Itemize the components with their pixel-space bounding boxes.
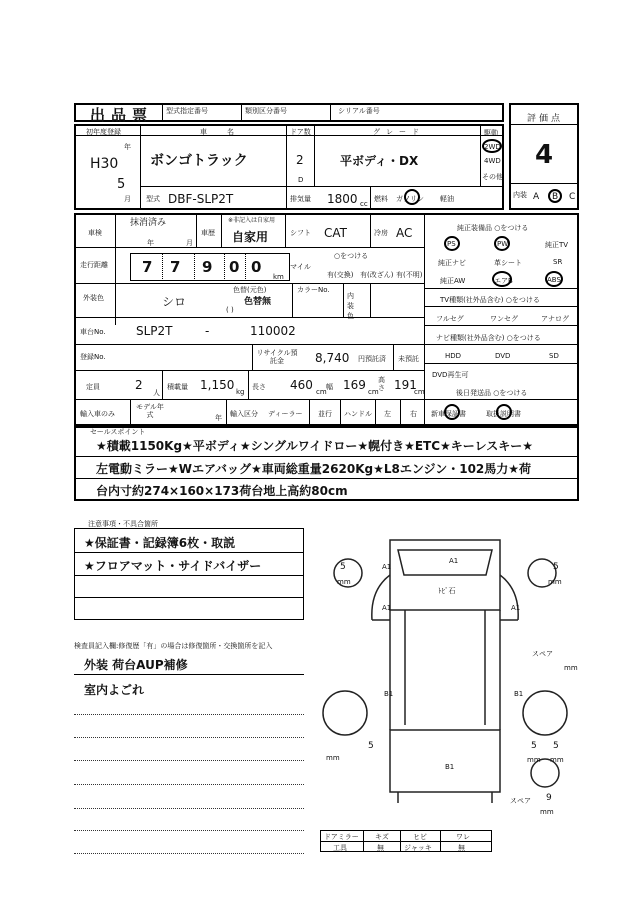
recycle-unit: 円預託済 bbox=[358, 355, 386, 363]
displacement-label: 排気量 bbox=[290, 195, 311, 203]
tire-front-right: 5 bbox=[553, 562, 559, 572]
doors-value: 2 bbox=[296, 153, 304, 167]
interior-option-a: A bbox=[533, 192, 540, 202]
original-color-label: 色替(元色) bbox=[233, 286, 267, 294]
meter-option-2: 有(改ざん) bbox=[360, 271, 394, 279]
tv-analog: アナログ bbox=[541, 315, 569, 323]
first-reg-label: 初年度登録 bbox=[86, 128, 121, 136]
tire-unit-5: mm bbox=[550, 756, 564, 764]
tire-unit-7: mm bbox=[540, 808, 554, 816]
bottom-h3: ヒビ bbox=[413, 833, 427, 841]
fuel-value: ガソリン bbox=[396, 195, 424, 203]
mileage-label: 走行距離 bbox=[80, 261, 108, 269]
notes-label: 注意事項・不具合箇所 bbox=[88, 520, 158, 528]
navi-dvd-play: DVD再生可 bbox=[432, 371, 469, 379]
tire-unit-4: mm bbox=[527, 756, 541, 764]
capacity-label: 定員 bbox=[86, 383, 100, 391]
capacity-value: 2 bbox=[135, 378, 143, 392]
color-no-label: カラーNo. bbox=[297, 286, 330, 294]
model-label: 型式 bbox=[146, 195, 160, 203]
later-warranty: 新車保証書 bbox=[431, 410, 466, 418]
handle-right: 右 bbox=[410, 410, 417, 418]
mileage-digit-2: 7 bbox=[170, 258, 181, 276]
bottom-r1: 工具 bbox=[333, 844, 347, 852]
shaken-value: 抹消済み bbox=[130, 218, 167, 228]
ac-value: AC bbox=[396, 226, 413, 240]
first-reg-year-label: 年 bbox=[124, 143, 131, 151]
chassis-dash: - bbox=[205, 324, 210, 338]
tire-rear-right-2: 5 bbox=[553, 741, 559, 751]
equipment-title: 純正装備品 ○をつける bbox=[457, 224, 529, 232]
shaken-year: 年 bbox=[147, 239, 154, 247]
mileage-digit-5: 0 bbox=[251, 258, 262, 276]
mark-a1-left: A1 bbox=[382, 604, 392, 612]
width-label: 幅 bbox=[326, 383, 333, 391]
interior-color-label: 内装色 bbox=[347, 292, 354, 320]
shaken-label: 車検 bbox=[88, 229, 102, 237]
displacement-value: 1800 bbox=[327, 192, 358, 206]
registration-label: 登録No. bbox=[80, 353, 106, 361]
recycle-unpaid: 未預託 bbox=[398, 355, 419, 363]
sales-line-3: 台内寸約274×160×173荷台地上高約80cm bbox=[96, 484, 348, 498]
fuel-circle bbox=[404, 189, 420, 205]
tire-unit-3: mm bbox=[326, 754, 340, 762]
notes-line-1: ★保証書・記録簿6枚・取説 bbox=[84, 536, 236, 550]
grade-label: グレード bbox=[373, 128, 425, 136]
chassis-number: 110002 bbox=[250, 324, 296, 338]
tire-rear-right-1: 5 bbox=[531, 741, 537, 751]
mark-a1-front: A1 bbox=[449, 557, 459, 565]
equip-airbag: エアB bbox=[494, 277, 513, 285]
handle-left: 左 bbox=[384, 410, 391, 418]
navi-title: ナビ種類(社外品含む) ○をつける bbox=[436, 334, 541, 342]
rating-value: 4 bbox=[535, 140, 554, 170]
tv-fullseg: フルセグ bbox=[436, 315, 464, 323]
sales-line-1: ★積載1150Kg★平ボディ★シングルワイドロー★幌付き★ETC★キーレスキー★ bbox=[96, 439, 533, 453]
equip-navi: 純正ナビ bbox=[438, 259, 466, 267]
sales-line-2: 左電動ミラー★Wエアバッグ★車両総重量2620Kg★L8エンジン・102馬力★荷 bbox=[96, 462, 532, 476]
bottom-r4: 無 bbox=[458, 844, 465, 852]
bottom-r2: 無 bbox=[377, 844, 384, 852]
navi-hdd: HDD bbox=[445, 352, 462, 360]
doors-label: ドア数 bbox=[290, 128, 311, 136]
rating-label: 評価点 bbox=[527, 114, 564, 124]
load-value: 1,150 bbox=[200, 378, 235, 392]
width-value: 169 bbox=[343, 378, 366, 392]
mark-a1-left-2: A1 bbox=[382, 563, 392, 571]
first-reg-month-label: 月 bbox=[124, 195, 131, 203]
later-title: 後日発送品 ○をつける bbox=[456, 389, 528, 397]
history-value: 自家用 bbox=[232, 230, 269, 244]
equip-tv: 純正TV bbox=[545, 241, 569, 249]
chassis-label: 車台No. bbox=[80, 328, 106, 336]
bottom-h4: ワレ bbox=[456, 833, 470, 841]
drive-label: 駆動 bbox=[484, 129, 498, 137]
mark-a1-right: A1 bbox=[511, 604, 521, 612]
mileage-digit-4: 0 bbox=[229, 258, 240, 276]
drive-2wd-circle bbox=[482, 139, 502, 153]
model-cert-label: 型式指定番号 bbox=[166, 107, 208, 115]
tire-front-left: 5 bbox=[340, 562, 346, 572]
shift-value: CAT bbox=[324, 226, 347, 240]
recycle-label: リサイクル預託金 bbox=[256, 349, 298, 365]
bottom-h2: キズ bbox=[375, 833, 389, 841]
serial-label: シリアル番号 bbox=[338, 107, 380, 115]
vehicle-name: ボンゴトラック bbox=[150, 153, 248, 169]
ac-label: 冷房 bbox=[374, 229, 388, 237]
meter-option-3: 有(不明) bbox=[396, 271, 423, 279]
mark-b1-left: B1 bbox=[384, 690, 394, 698]
page-title: 出品票 bbox=[90, 106, 154, 124]
equip-aw: 純正AW bbox=[440, 277, 466, 285]
color-change-value: 色替無 bbox=[244, 297, 272, 307]
first-reg-year: H30 bbox=[90, 156, 119, 172]
shift-label: シフト bbox=[290, 229, 311, 237]
height-unit: cm bbox=[414, 388, 425, 396]
drive-other: その他 bbox=[482, 173, 503, 181]
inspector-label: 検査員記入欄:修復歴「有」の場合は修復箇所・交換箇所を記入 bbox=[74, 642, 273, 650]
light-oil-label: 軽油 bbox=[440, 195, 454, 203]
history-label: 車歴 bbox=[201, 229, 215, 237]
navi-sd: SD bbox=[549, 352, 559, 360]
model-value: DBF-SLP2T bbox=[168, 192, 234, 206]
tire-rear-left: 5 bbox=[368, 741, 374, 751]
height-label: 高さ bbox=[378, 376, 385, 392]
mileage-digit-3: 9 bbox=[202, 258, 213, 276]
chassis-prefix: SLP2T bbox=[136, 324, 173, 338]
exterior-color-value: シロ bbox=[162, 295, 187, 309]
length-unit: cm bbox=[316, 388, 327, 396]
tv-oneseg: ワンセグ bbox=[490, 315, 518, 323]
name-label: 車名 bbox=[200, 128, 254, 136]
mileage-digit-1: 7 bbox=[142, 258, 153, 276]
shaken-month: 月 bbox=[186, 239, 193, 247]
tv-title: TV種類(社外品含む) ○をつける bbox=[440, 296, 540, 304]
tire-unit-6: mm bbox=[564, 664, 578, 672]
equip-pw: PW bbox=[497, 240, 509, 248]
mile-label: マイル bbox=[290, 263, 311, 271]
doors-unit: D bbox=[298, 176, 304, 184]
load-unit: kg bbox=[236, 388, 245, 396]
bottom-h1: ドアミラー bbox=[324, 833, 359, 841]
interior-label: 内装 bbox=[513, 191, 527, 199]
mark-b1-rear: B1 bbox=[445, 763, 455, 771]
drive-2wd: 2WD bbox=[484, 143, 501, 151]
width-unit: cm bbox=[368, 388, 379, 396]
history-note: ※非記入は自家用 bbox=[228, 217, 276, 224]
interior-option-b: B bbox=[552, 192, 559, 202]
sales-point-label: セールスポイント bbox=[90, 428, 146, 436]
load-label: 積載量 bbox=[167, 383, 188, 391]
model-year-label: モデル年式 bbox=[136, 403, 164, 419]
grade-value: 平ボディ・DX bbox=[340, 154, 419, 168]
equip-leather: 革シート bbox=[494, 259, 522, 267]
notes-line-2: ★フロアマット・サイドバイザー bbox=[84, 559, 262, 573]
equip-ps-circle bbox=[444, 236, 460, 251]
inspector-line-1: 外装 荷台AUP補修 bbox=[84, 658, 188, 672]
later-manual: 取扱説明書 bbox=[486, 410, 521, 418]
category-label: 類別区分番号 bbox=[245, 107, 287, 115]
drive-4wd: 4WD bbox=[484, 157, 501, 165]
capacity-unit: 人 bbox=[153, 389, 160, 397]
meter-option-1: 有(交換) bbox=[327, 271, 354, 279]
fuel-label: 燃料 bbox=[374, 195, 388, 203]
first-reg-month: 5 bbox=[117, 177, 126, 192]
equip-pw-circle bbox=[494, 236, 510, 251]
navi-dvd: DVD bbox=[495, 352, 511, 360]
inspector-line-2: 室内よごれ bbox=[84, 683, 145, 697]
import-dealer: ディーラー bbox=[268, 410, 303, 418]
import-parallel: 並行 bbox=[318, 410, 332, 418]
length-label: 長さ bbox=[252, 383, 266, 391]
height-value: 191 bbox=[394, 378, 417, 392]
import-type-label: 輸入区分 bbox=[230, 410, 258, 418]
equip-abs: ABS bbox=[547, 276, 561, 284]
spare-label-bottom: スペア bbox=[510, 797, 531, 805]
equip-sr: SR bbox=[553, 258, 563, 266]
import-year-unit: 年 bbox=[215, 414, 222, 422]
meter-circle-note: ○をつける bbox=[334, 252, 369, 260]
displacement-unit: cc bbox=[360, 200, 368, 208]
later-manual-circle bbox=[496, 404, 512, 420]
interior-option-c: C bbox=[569, 192, 576, 202]
color-paren: ( ) bbox=[226, 306, 234, 314]
handle-label: ハンドル bbox=[344, 410, 372, 418]
bottom-r3: ジャッキ bbox=[404, 844, 432, 852]
mark-chip: ﾄﾋﾞ石 bbox=[438, 587, 456, 595]
later-warranty-circle bbox=[444, 404, 460, 420]
mileage-unit: km bbox=[273, 273, 284, 281]
vehicle-diagram bbox=[310, 520, 580, 830]
spare-label-top: スペア bbox=[532, 650, 553, 658]
tire-unit-1: mm bbox=[337, 578, 351, 586]
spare-value: 9 bbox=[546, 793, 552, 803]
length-value: 460 bbox=[290, 378, 313, 392]
tire-unit-2: mm bbox=[548, 578, 562, 586]
recycle-value: 8,740 bbox=[315, 351, 350, 365]
exterior-color-label: 外装色 bbox=[83, 294, 104, 302]
interior-b-circle bbox=[548, 189, 562, 203]
equip-airbag-circle bbox=[492, 271, 512, 287]
equip-ps: PS bbox=[447, 240, 456, 248]
mark-b1-right: B1 bbox=[514, 690, 524, 698]
import-label: 輸入車のみ bbox=[80, 410, 115, 418]
equip-abs-circle bbox=[545, 271, 563, 287]
